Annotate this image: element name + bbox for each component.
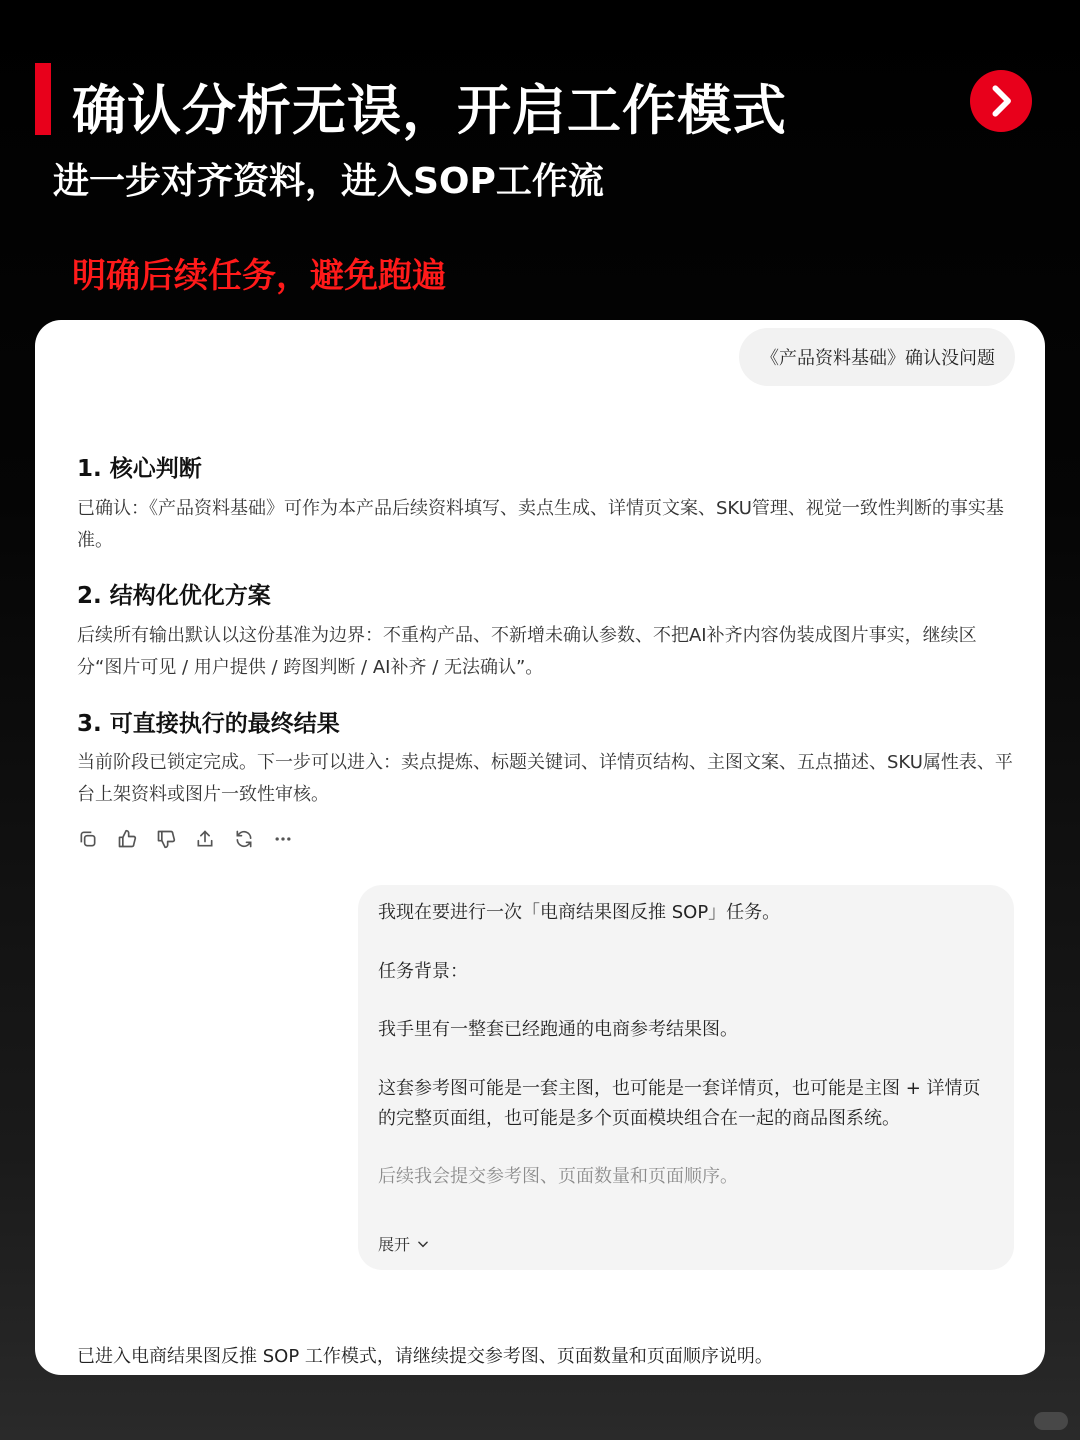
section-body-1: 已确认：《产品资料基础》可作为本产品后续资料填写、卖点生成、详情页文案、SKU管理、视觉一致性判断的事实基准。 — [77, 498, 1004, 551]
user-long-message-bubble — [358, 885, 1014, 1270]
hero-title: 确认分析无误，开启工作模式 — [72, 79, 787, 142]
message-actions — [77, 828, 294, 850]
message-line: 任务背景： — [378, 961, 468, 982]
section-heading-1: 1. 核心判断 — [77, 456, 202, 482]
next-button[interactable] — [970, 70, 1032, 132]
expand-button[interactable] — [378, 1232, 430, 1255]
section-body-3: 当前阶段已锁定完成。下一步可以进入：卖点提炼、标题关键词、详情页结构、主图文案、五点描述、SKU属性表、平台上架资料或图片一致性审核。 — [77, 752, 1013, 805]
title-accent-bar — [35, 63, 51, 135]
user-message-bubble: 《产品资料基础》确认没问题 — [739, 328, 1015, 386]
more-icon[interactable] — [272, 828, 294, 850]
message-line: 这套参考图可能是一套主图，也可能是一套详情页，也可能是主图 + 详情页的完整页面组，也可能是多个页面模块组合在一起的商品图系统。 — [378, 1078, 981, 1129]
thumbs-down-icon[interactable] — [155, 828, 177, 850]
section-body-2: 后续所有输出默认以这份基准为边界：不重构产品、不新增未确认参数、不把AI补齐内容伪装成图片事实，继续区分“图片可见 / 用户提供 / 跨图判断 / AI补齐 / 无法确认”。 — [77, 625, 977, 678]
assistant-reply: 已进入电商结果图反推 SOP 工作模式，请继续提交参考图、页面数量和页面顺序说明。 — [77, 1346, 773, 1367]
expand-label: 展开 — [378, 1235, 411, 1254]
message-line: 我手里有一整套已经跑通的电商参考结果图。 — [378, 1019, 738, 1040]
copy-icon[interactable] — [77, 828, 99, 850]
message-line: 我现在要进行一次「电商结果图反推 SOP」任务。 — [378, 902, 781, 923]
hero-subtitle: 进一步对齐资料，进入SOP工作流 — [53, 161, 604, 202]
highlight-tag: 明确后续任务，避免跑遍 — [72, 256, 446, 296]
section-heading-3: 3. 可直接执行的最终结果 — [77, 711, 340, 737]
thumbs-up-icon[interactable] — [116, 828, 138, 850]
regenerate-icon[interactable] — [233, 828, 255, 850]
watermark — [1034, 1412, 1068, 1430]
chevron-down-icon — [416, 1237, 430, 1251]
chevron-right-icon — [984, 84, 1018, 118]
share-icon[interactable] — [194, 828, 216, 850]
message-line-faded: 后续我会提交参考图、页面数量和页面顺序。 — [378, 1166, 738, 1187]
section-heading-2: 2. 结构化优化方案 — [77, 583, 271, 609]
chat-screenshot-card — [35, 320, 1045, 1375]
